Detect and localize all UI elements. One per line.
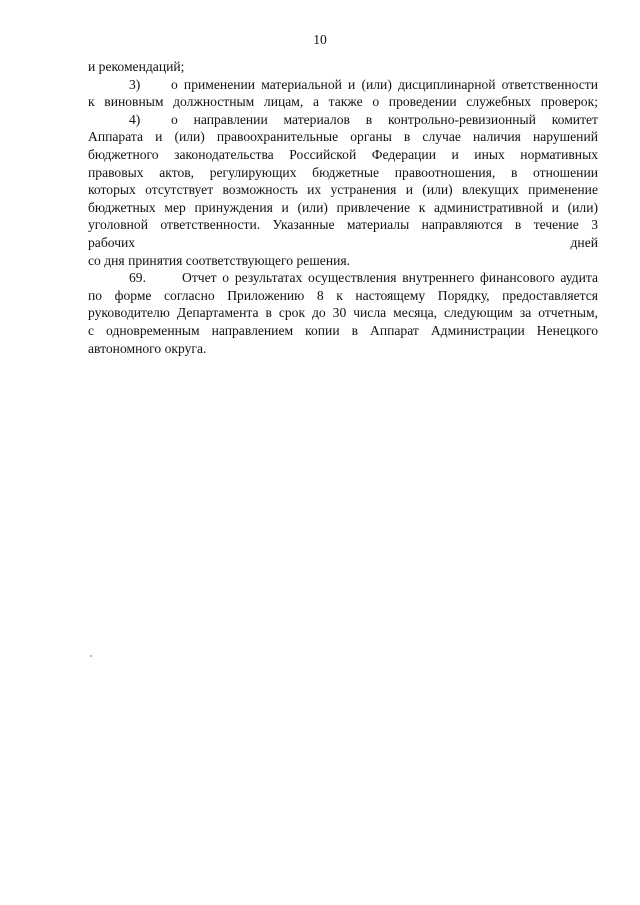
text-line: и рекомендаций; [88,59,185,74]
text-line: автономного округа. [88,340,207,356]
list-item-text: о применении материальной и (или) дисциплинарной ответственности [171,76,598,92]
document-body [88,58,598,357]
text-line: руководителю Департамента в срок до 30 числа месяца, следующим за отчетным, [88,305,598,321]
paragraph-69-first-line [88,269,598,287]
text-line: уголовной ответственности. Указанные материалы направляются в течение 3 [88,217,598,233]
paragraph-text: Отчет о результатах осуществления внутреннего финансового аудита [182,270,598,286]
list-item-text: о направлении материалов в контрольно-ревизионный комитет [171,111,598,127]
list-item-number: 3) [129,76,141,92]
text-line: бюджетных мер принуждения и (или) привлечение к административной и (или) [88,199,598,215]
paragraph-number: 69. [129,270,146,286]
text-line: по форме согласно Приложению 8 к настоящему Порядку, предоставляется [88,287,598,303]
text-line: к виновным должностным лицам, а также о проведении служебных проверок; [88,94,598,110]
list-item-number: 4) [129,111,141,127]
scan-speck [90,655,92,657]
text-line: Аппарата и (или) правоохранительные органы в случае наличия нарушений [88,129,598,145]
page-number: 10 [313,32,327,47]
list-item-4-first-line [88,111,598,129]
list-item-3-first-line [88,76,598,94]
text-line: правовых актов, регулирующих бюджетные правоотношения, в отношении [88,164,598,180]
split-line [88,234,598,252]
text-line: бюджетного законодательства Российской Федерации и иных нормативных [88,146,598,162]
split-right-word: дней [570,234,598,250]
text-line: с одновременным направлением копии в Аппарат Администрации Ненецкого [88,322,598,338]
text-line: которых отсутствует возможность их устранения и (или) влекущих применение [88,182,598,198]
split-left-word: рабочих [88,234,136,250]
text-line: со дня принятия соответствующего решения. [88,252,351,268]
